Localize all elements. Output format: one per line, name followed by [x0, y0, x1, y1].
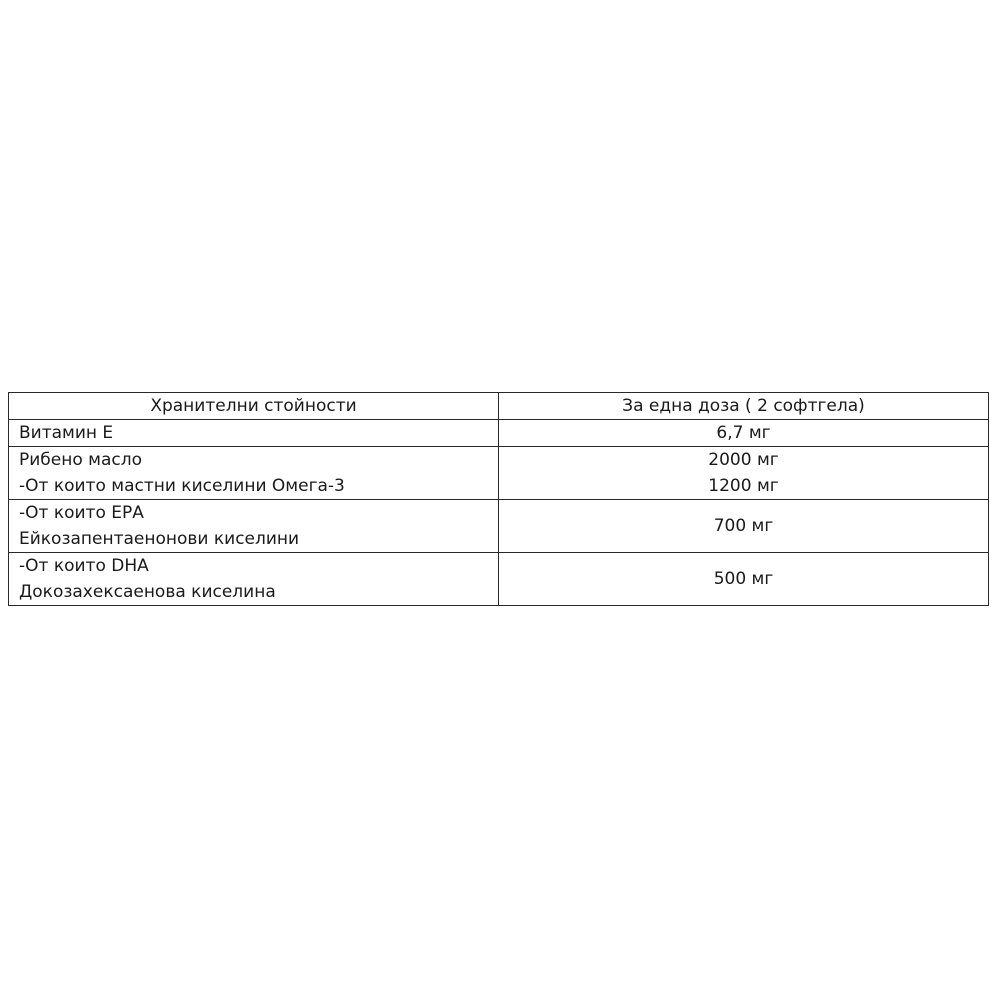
nutrient-name-cell [9, 553, 499, 606]
nutrient-value-cell [499, 500, 989, 553]
nutrient-name-cell [9, 447, 499, 500]
nutrient-name: Витамин Е [19, 423, 114, 443]
nutrient-subvalue: 1200 мг [708, 476, 779, 496]
table-row [9, 420, 989, 447]
table-header-row [9, 393, 989, 420]
header-nutrient: Хранителни стойности [9, 393, 499, 420]
nutrient-value: 2000 мг [708, 450, 779, 470]
nutrient-value-cell [499, 447, 989, 500]
table-row [9, 553, 989, 606]
nutrient-name: Рибено масло [19, 450, 143, 470]
header-per-dose: За една доза ( 2 софтгела) [499, 393, 989, 420]
nutrient-name: -От които DHA [19, 556, 149, 576]
table-row [9, 447, 989, 500]
nutrient-subname: Докозахексаенова киселина [19, 582, 276, 602]
nutrient-name-cell [9, 420, 499, 447]
nutrient-subname: -От които мастни киселини Омега-3 [19, 476, 345, 496]
nutrient-value: 500 мг [713, 569, 774, 589]
nutrient-value: 6,7 мг [716, 423, 771, 443]
table-row [9, 500, 989, 553]
nutrient-subname: Ейкозапентаенонови киселини [19, 529, 300, 549]
nutrition-facts-table [8, 392, 989, 606]
nutrient-name-cell [9, 500, 499, 553]
nutrient-value-cell [499, 553, 989, 606]
nutrient-value-cell [499, 420, 989, 447]
nutrient-name: -От които ЕРА [19, 503, 144, 523]
nutrient-value: 700 мг [713, 516, 774, 536]
